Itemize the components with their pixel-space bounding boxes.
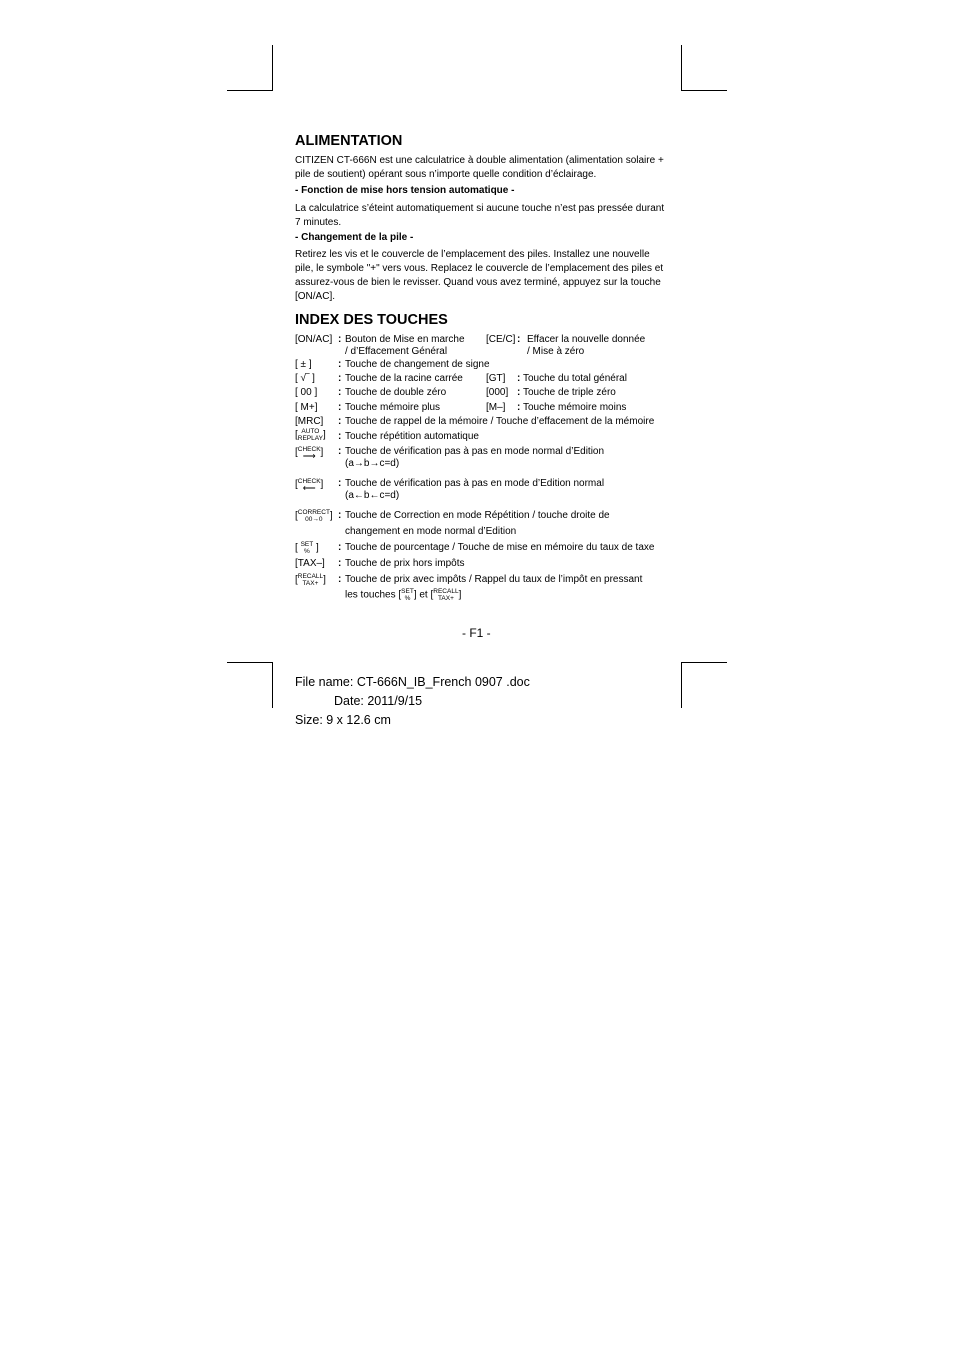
key-row-check-forward (295, 446, 675, 469)
crop-mark (227, 662, 273, 663)
key-description: Touche répétition automatique (345, 431, 479, 442)
key-description-cont: / d’Effacement Général (345, 346, 448, 357)
separator: : (517, 387, 521, 398)
separator: : (338, 402, 342, 413)
key-description: Touche de double zéro (345, 387, 447, 398)
key-label: [GT] (486, 373, 506, 384)
crop-mark (272, 662, 273, 708)
key-description: Touche de prix hors impôts (345, 558, 465, 569)
crop-mark (681, 662, 682, 708)
key-description: Touche de prix avec impôts / Rappel du taux de l’impôt en pressant (345, 574, 643, 585)
key-label: [ON/AC] (295, 334, 333, 345)
separator: : (338, 373, 342, 384)
key-row-set-percent (295, 542, 675, 556)
alimentation-intro: CITIZEN CT-666N est une calculatrice à double alimentation (alimentation solaire + pile de soutient) opérant sous n’importe quelle condition d’éclairage. (295, 155, 664, 180)
text: et (419, 589, 428, 601)
key-label: [ ± ] (295, 359, 312, 370)
key-description: Touche de changement de signe (345, 359, 490, 370)
battery-text: Retirez les vis et le couvercle de l’emplacement des piles. Installez une nouvelle pile, le symbole "+" vers vous. Replacez le couvercle de l’emplacement des piles et assurez-vous de bien le revisser. Quand vous avez terminé, appuyez sur la touche [ON/AC]. (295, 249, 664, 302)
key-description: Touche du total général (523, 373, 627, 384)
separator: : (338, 446, 342, 457)
key-top: RECALL (433, 588, 459, 595)
key-label: [ SET % ] (295, 541, 319, 555)
crop-mark (681, 662, 727, 663)
key-bottom: % (304, 548, 310, 555)
key-bottom: 00→0 (305, 516, 323, 523)
crop-mark (272, 45, 273, 91)
key-description-cont: changement en mode normal d’Edition (345, 526, 517, 537)
key-label: [M–] (486, 402, 506, 413)
key-row-sign (295, 359, 675, 373)
separator: : (338, 478, 342, 489)
separator: : (338, 542, 342, 553)
key-row-on-ac (295, 334, 675, 357)
separator: : (517, 334, 521, 345)
footer-date: Date: 2011/9/15 (334, 694, 423, 708)
text: les touches (345, 589, 396, 601)
key-description: Touche de triple zéro (523, 387, 616, 398)
key-row-recall-tax-plus (295, 573, 675, 602)
key-label: [ AUTO REPLAY] (295, 428, 326, 442)
key-description: Effacer la nouvelle donnée (527, 334, 646, 345)
key-description-cont: (a→b→c=d) (345, 458, 400, 469)
section-title-alimentation: ALIMENTATION (295, 133, 403, 149)
key-bottom: REPLAY (297, 435, 323, 442)
auto-off-title: - Fonction de mise hors tension automatique - (295, 185, 515, 196)
arrow-right-icon: ⟶ (302, 451, 316, 461)
key-top: CHECK (297, 446, 321, 453)
key-description: Touche mémoire moins (523, 402, 627, 413)
key-row-auto-replay (295, 429, 675, 443)
key-label: [000] (486, 387, 509, 398)
separator: : (338, 359, 342, 370)
separator: : (338, 431, 342, 442)
key-description: Touche de la racine carrée (345, 373, 463, 384)
key-row-correct (295, 509, 675, 537)
section-title-index: INDEX DES TOUCHES (295, 312, 448, 328)
key-row-tax-minus (295, 558, 675, 572)
separator: : (338, 334, 342, 345)
separator: : (338, 558, 342, 569)
key-label: [TAX–] (295, 558, 325, 569)
key-top: CORRECT (297, 509, 330, 516)
footer-file-name: File name: CT-666N_IB_French 0907 .doc (295, 675, 530, 689)
key-description: Bouton de Mise en marche (345, 334, 465, 345)
key-row-00 (295, 387, 675, 401)
key-description: Touche de pourcentage / Touche de mise en mémoire du taux de taxe (345, 542, 655, 553)
page-number: - F1 - (462, 626, 491, 640)
key-top: SET (300, 541, 314, 548)
battery-title: - Changement de la pile - (295, 232, 414, 243)
key-label: [ √‾ ] (295, 373, 315, 384)
key-description-cont: / Mise à zéro (527, 346, 585, 357)
crop-mark (681, 45, 682, 91)
key-top: RECALL (297, 573, 324, 580)
key-label: [RECALL TAX+ ] (295, 573, 326, 587)
key-label: [CHECK ⟵ ] (295, 478, 324, 493)
key-description: Touche mémoire plus (345, 402, 441, 413)
key-label: [ M+] (295, 402, 318, 413)
key-top: AUTO (301, 428, 320, 435)
separator: : (338, 510, 342, 521)
key-row-sqrt (295, 373, 675, 387)
key-label: [CHECK ⟶ ] (295, 446, 324, 461)
key-description-cont: (a←b←c=d) (345, 490, 400, 501)
footer-size: Size: 9 x 12.6 cm (295, 713, 391, 727)
separator: : (338, 387, 342, 398)
key-label: [CE/C] (486, 334, 516, 345)
key-description: Touche de rappel de la mémoire / Touche d’effacement de la mémoire (345, 416, 655, 427)
separator: : (338, 574, 342, 585)
key-bottom: TAX+ (302, 580, 319, 587)
key-top: SET (401, 588, 414, 595)
key-bottom: TAX+ (437, 595, 454, 602)
crop-mark (681, 90, 727, 91)
key-description: Touche de vérification pas à pas en mode d’Edition normal (345, 478, 605, 489)
key-label: [MRC] (295, 416, 324, 427)
key-bottom: % (404, 595, 411, 602)
key-row-mrc (295, 416, 675, 430)
key-description: Touche de Correction en mode Répétition / touche droite de (345, 510, 610, 521)
crop-mark (227, 90, 273, 91)
auto-off-text: La calculatrice s’éteint automatiquement si aucune touche n’est pas pressée durant 7 minutes. (295, 203, 665, 228)
key-label: [ 00 ] (295, 387, 318, 398)
key-description: Touche de vérification pas à pas en mode normal d’Edition (345, 446, 605, 457)
separator: : (517, 373, 521, 384)
separator: : (338, 416, 342, 427)
key-row-check-backward (295, 478, 675, 501)
arrow-left-icon: ⟵ (302, 483, 316, 493)
key-top: CHECK (297, 478, 321, 485)
key-label: [CORRECT 00→0 ] (295, 509, 333, 523)
separator: : (517, 402, 521, 413)
key-description-cont: les touches [SET % ] et [RECALL TAX+ ] (345, 588, 462, 602)
key-row-mplus (295, 402, 675, 416)
